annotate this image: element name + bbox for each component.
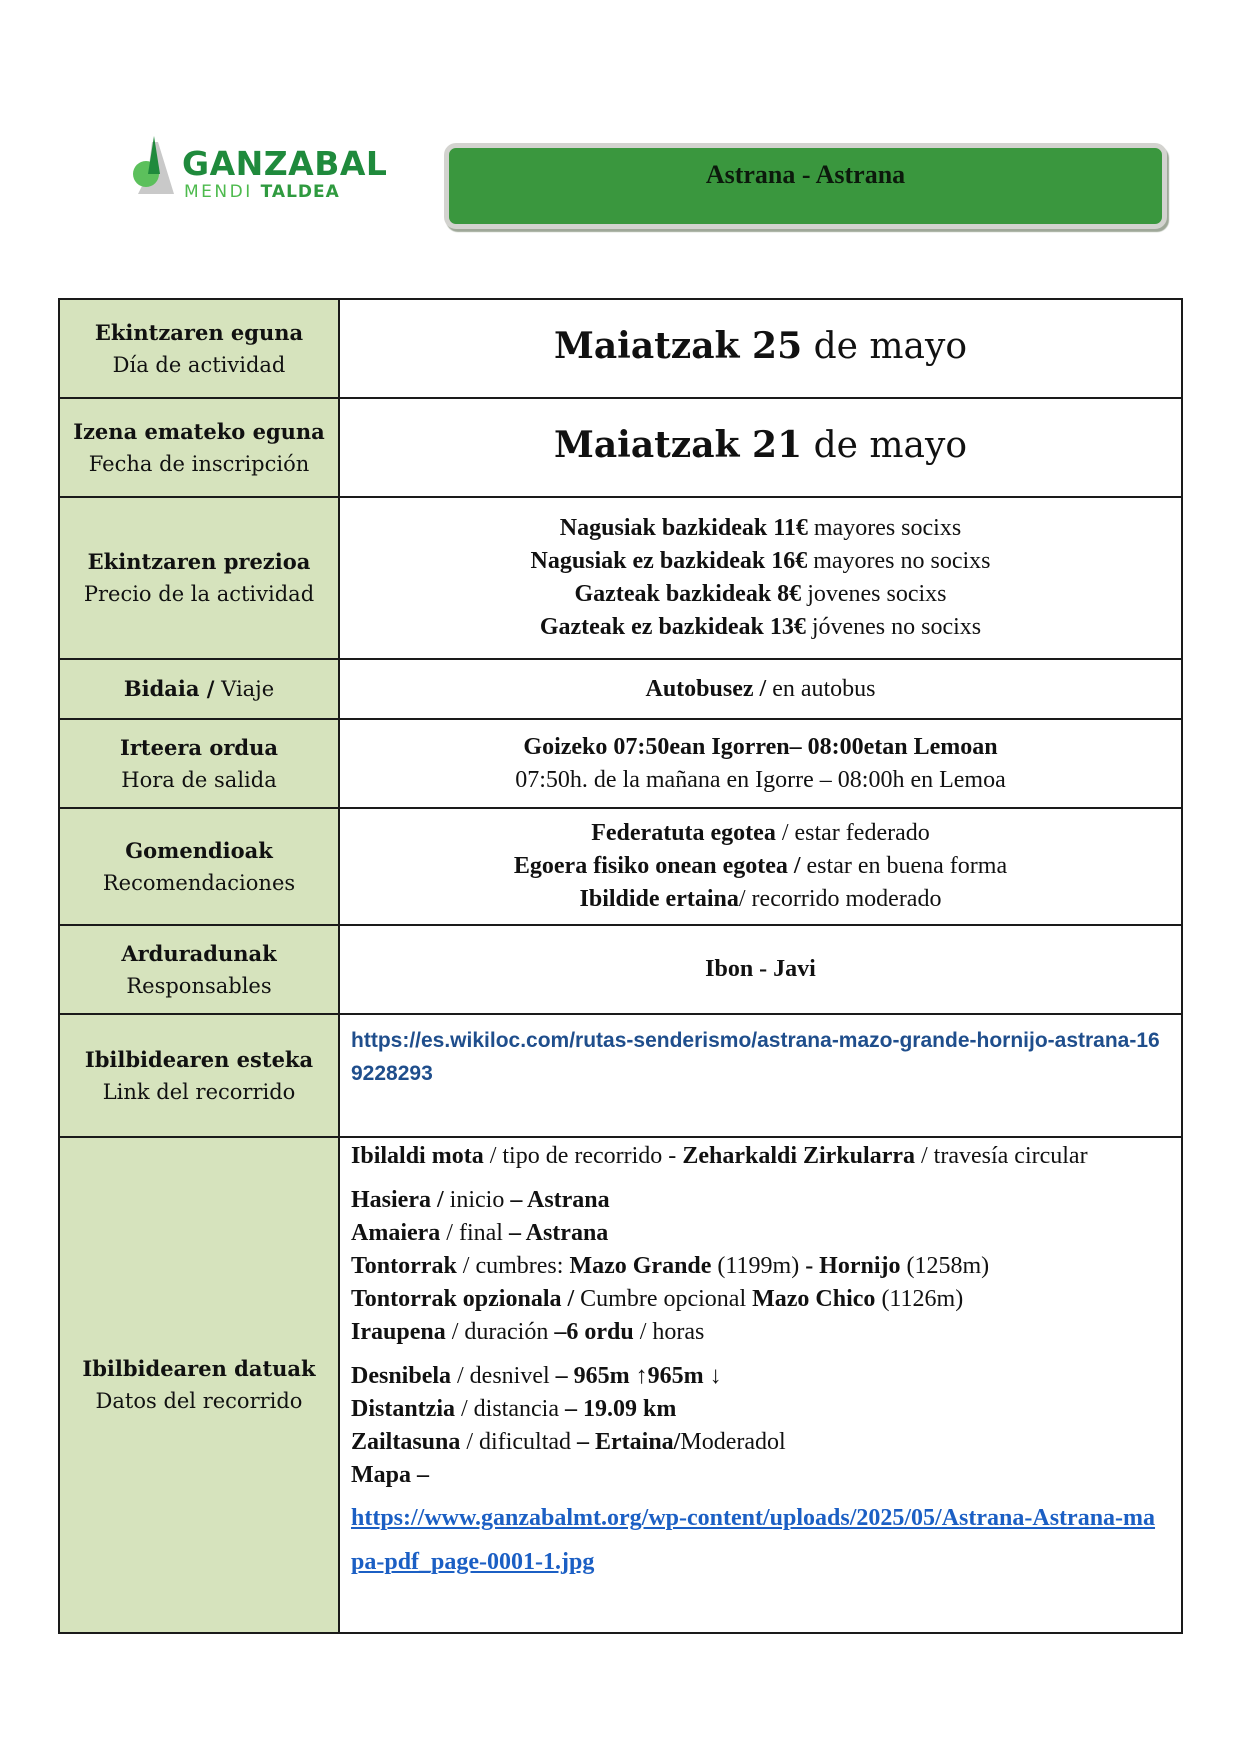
row-departure	[59, 719, 1182, 808]
travel-mode: Autobusez / en autobus	[339, 659, 1182, 719]
row-price	[59, 497, 1182, 659]
price-item: Nagusiak bazkideak 11€ mayores socixs	[559, 515, 962, 541]
responsible-names: Ibon - Javi	[339, 925, 1182, 1014]
route-map-label: Mapa –	[351, 1462, 429, 1488]
logo-text-subtitle: MENDI TALDEA	[184, 182, 340, 202]
route-end: Amaiera / final – Astrana	[351, 1220, 609, 1246]
price-list	[339, 497, 1182, 659]
route-start: Hasiera / inicio – Astrana	[351, 1187, 610, 1213]
label-cell: Ekintzaren eguna Día de actividad	[59, 299, 339, 398]
recommendation-item: Egoera fisiko onean egotea / estar en buena forma	[513, 853, 1008, 879]
price-item: Nagusiak ez bazkideak 16€ mayores no socixs	[530, 548, 991, 574]
title-banner	[444, 143, 1167, 229]
row-route-data	[59, 1137, 1182, 1633]
signup-date: Maiatzak 21 de mayo	[339, 398, 1182, 497]
activity-info-table	[58, 298, 1183, 1634]
ganzabal-logo	[130, 132, 388, 207]
route-difficulty: Zailtasuna / dificultad – Ertaina/Moderadol	[351, 1429, 786, 1455]
departure-times: Goizeko 07:50ean Igorren– 08:00etan Lemoan 07:50h. de la mañana en Igorre – 08:00h en Lemoa	[339, 719, 1182, 808]
label-cell: Bidaia / Viaje	[59, 659, 339, 719]
recommendations-list	[339, 808, 1182, 925]
label-cell: Gomendioak Recomendaciones	[59, 808, 339, 925]
row-travel	[59, 659, 1182, 719]
wikiloc-link[interactable]: https://es.wikiloc.com/rutas-senderismo/astrana-mazo-grande-hornijo-astrana-169228293	[351, 1029, 1160, 1085]
label-cell: Ibilbidearen esteka Link del recorrido	[59, 1014, 339, 1137]
route-elevation: Desnibela / desnivel – 965m ↑965m ↓	[351, 1363, 722, 1389]
banner-title: Astrana - Astrana	[705, 160, 906, 189]
recommendation-item: Ibildide ertaina/ recorrido moderado	[579, 886, 942, 912]
route-data-cell	[339, 1137, 1182, 1633]
logo-text-ganzabal: GANZABAL	[182, 144, 388, 183]
activity-date: Maiatzak 25 de mayo	[339, 299, 1182, 398]
row-recommendations	[59, 808, 1182, 925]
route-type: Ibilaldi mota / tipo de recorrido - Zeharkaldi Zirkularra / travesía circular	[351, 1143, 1088, 1169]
row-route-link	[59, 1014, 1182, 1137]
label-cell: Ekintzaren prezioa Precio de la actividad	[59, 497, 339, 659]
price-item: Gazteak bazkideak 8€ jovenes socixs	[574, 581, 947, 607]
route-peaks: Tontorrak / cumbres: Mazo Grande (1199m) - Hornijo (1258m)	[351, 1253, 990, 1279]
route-duration: Iraupena / duración –6 ordu / horas	[351, 1319, 705, 1345]
route-optional-peak: Tontorrak opzionala / Cumbre opcional Mazo Chico (1126m)	[351, 1286, 964, 1312]
recommendation-item: Federatuta egotea / estar federado	[591, 820, 930, 846]
label-cell: Irteera ordua Hora de salida	[59, 719, 339, 808]
price-item: Gazteak ez bazkideak 13€ jóvenes no socixs	[539, 614, 982, 640]
row-activity-day	[59, 299, 1182, 398]
map-link[interactable]: https://www.ganzabalmt.org/wp-content/uploads/2025/05/Astrana-Astrana-mapa-pdf_page-0001-1.jpg	[351, 1505, 1156, 1575]
row-responsible	[59, 925, 1182, 1014]
route-link-cell	[339, 1014, 1182, 1137]
label-cell: Izena emateko eguna Fecha de inscripción	[59, 398, 339, 497]
route-distance: Distantzia / distancia – 19.09 km	[351, 1396, 677, 1422]
row-signup-day	[59, 398, 1182, 497]
mountain-logo-icon	[130, 132, 185, 202]
label-cell: Ibilbidearen datuak Datos del recorrido	[59, 1137, 339, 1633]
label-cell: Arduradunak Responsables	[59, 925, 339, 1014]
